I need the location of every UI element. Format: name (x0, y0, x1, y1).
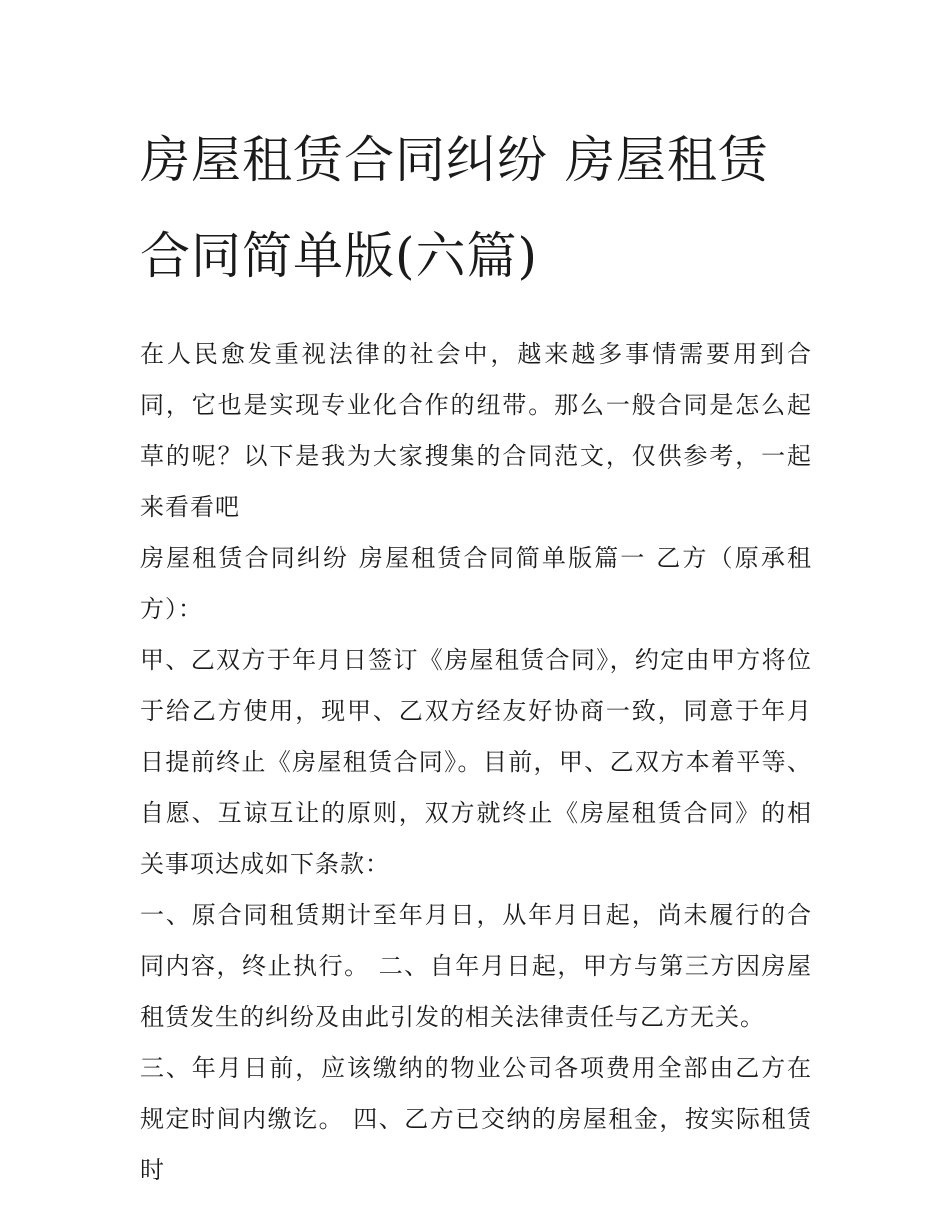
clause-paragraph-1: 一、原合同租赁期计至年月日，从年月日起，尚未履行的合同内容，终止执行。 二、自年月日起，甲方与第三方因房屋租赁发生的纠纷及由此引发的相关法律责任与乙方无关。 (140, 901, 812, 1031)
clause-paragraph-2: 三、年月日前，应该缴纳的物业公司各项费用全部由乙方在规定时间内缴讫。 四、乙方已交纳的房屋租金，按实际租赁时 (140, 1054, 812, 1184)
document-page (140, 112, 820, 1196)
document-title: 房屋租赁合同纠纷 房屋租赁合同简单版(六篇) (140, 131, 769, 285)
agreement-paragraph: 甲、乙双方于年月日签订《房屋租赁合同》，约定由甲方将位于给乙方使用，现甲、乙双方经友好协商一致，同意于年月日提前终止《房屋租赁合同》。目前，甲、乙双方本着平等、自愿、互谅互让的原则，双方就终止《房屋租赁合同》的相关事项达成如下条款： (140, 646, 812, 878)
intro-paragraph: 在人民愈发重视法律的社会中，越来越多事情需要用到合同，它也是实现专业化合作的纽带。那么一般合同是怎么起草的呢？以下是我为大家搜集的合同范文，仅供参考，一起来看看吧 (140, 340, 812, 521)
section-heading-paragraph: 房屋租赁合同纠纷 房屋租赁合同简单版篇一 乙方（原承租方）： (140, 544, 812, 623)
